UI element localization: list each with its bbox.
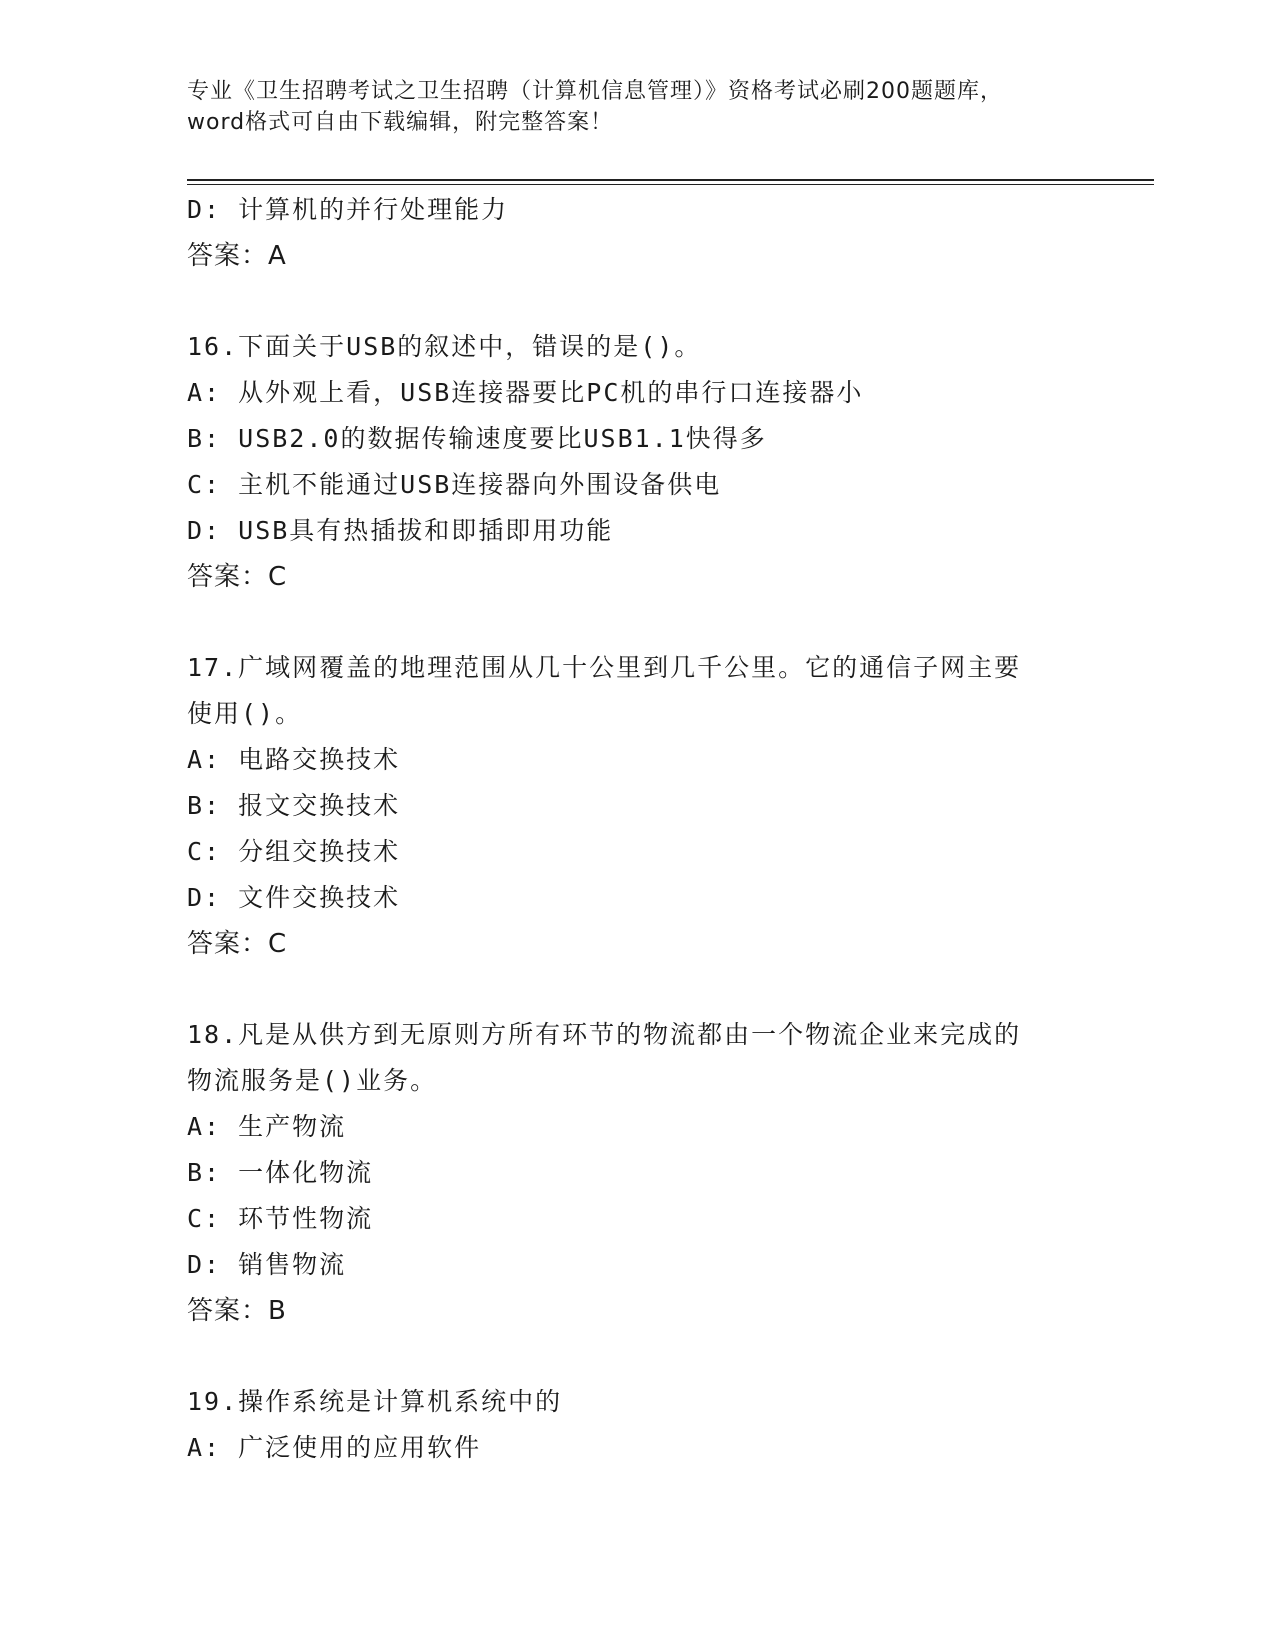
question-18-option-d: D: 销售物流 [187, 1250, 347, 1279]
question-18-option-c: C: 环节性物流 [187, 1204, 374, 1233]
question-19-text: 19.操作系统是计算机系统中的 [187, 1387, 563, 1416]
spacer [187, 600, 1087, 645]
question-19-option-a: A: 广泛使用的应用软件 [187, 1433, 482, 1462]
question-18-answer: 答案：B [187, 1296, 287, 1326]
document-header [187, 76, 1087, 138]
question-16-option-b: B: USB2.0的数据传输速度要比USB1.1快得多 [187, 424, 767, 453]
spacer [187, 279, 1087, 324]
question-17-option-a: A: 电路交换技术 [187, 745, 401, 774]
header-line-2: word格式可自由下载编辑，附完整答案！ [187, 110, 614, 135]
question-16-answer: 答案：C [187, 562, 288, 592]
question-16-option-c: C: 主机不能通过USB连接器向外围设备供电 [187, 470, 722, 499]
question-17-text-cont: 使用()。 [187, 699, 303, 728]
question-18-text-cont: 物流服务是()业务。 [187, 1066, 438, 1095]
question-17-option-b: B: 报文交换技术 [187, 791, 401, 820]
question-17-text: 17.广域网覆盖的地理范围从几十公里到几千公里。它的通信子网主要 [187, 653, 1022, 682]
question-17-option-d: D: 文件交换技术 [187, 883, 401, 912]
question-18-option-b: B: 一体化物流 [187, 1158, 374, 1187]
header-divider-thick [187, 179, 1154, 181]
question-17-option-c: C: 分组交换技术 [187, 837, 401, 866]
question-18-text: 18.凡是从供方到无原则方所有环节的物流都由一个物流企业来完成的 [187, 1020, 1022, 1049]
header-line-1: 专业《卫生招聘考试之卫生招聘（计算机信息管理）》资格考试必刷200题题库， [187, 79, 1003, 104]
question-list [187, 187, 1087, 1471]
spacer [187, 967, 1087, 1012]
question-16-option-d: D: USB具有热插拔和即插即用功能 [187, 516, 614, 545]
question-16-option-a: A: 从外观上看，USB连接器要比PC机的串行口连接器小 [187, 378, 864, 407]
question-17-answer: 答案：C [187, 929, 288, 959]
spacer [187, 1334, 1087, 1379]
question-16-text: 16.下面关于USB的叙述中，错误的是()。 [187, 332, 702, 361]
answer: 答案：A [187, 241, 287, 271]
option-d: D: 计算机的并行处理能力 [187, 195, 509, 224]
question-18-option-a: A: 生产物流 [187, 1112, 347, 1141]
header-divider-thin [187, 184, 1154, 185]
